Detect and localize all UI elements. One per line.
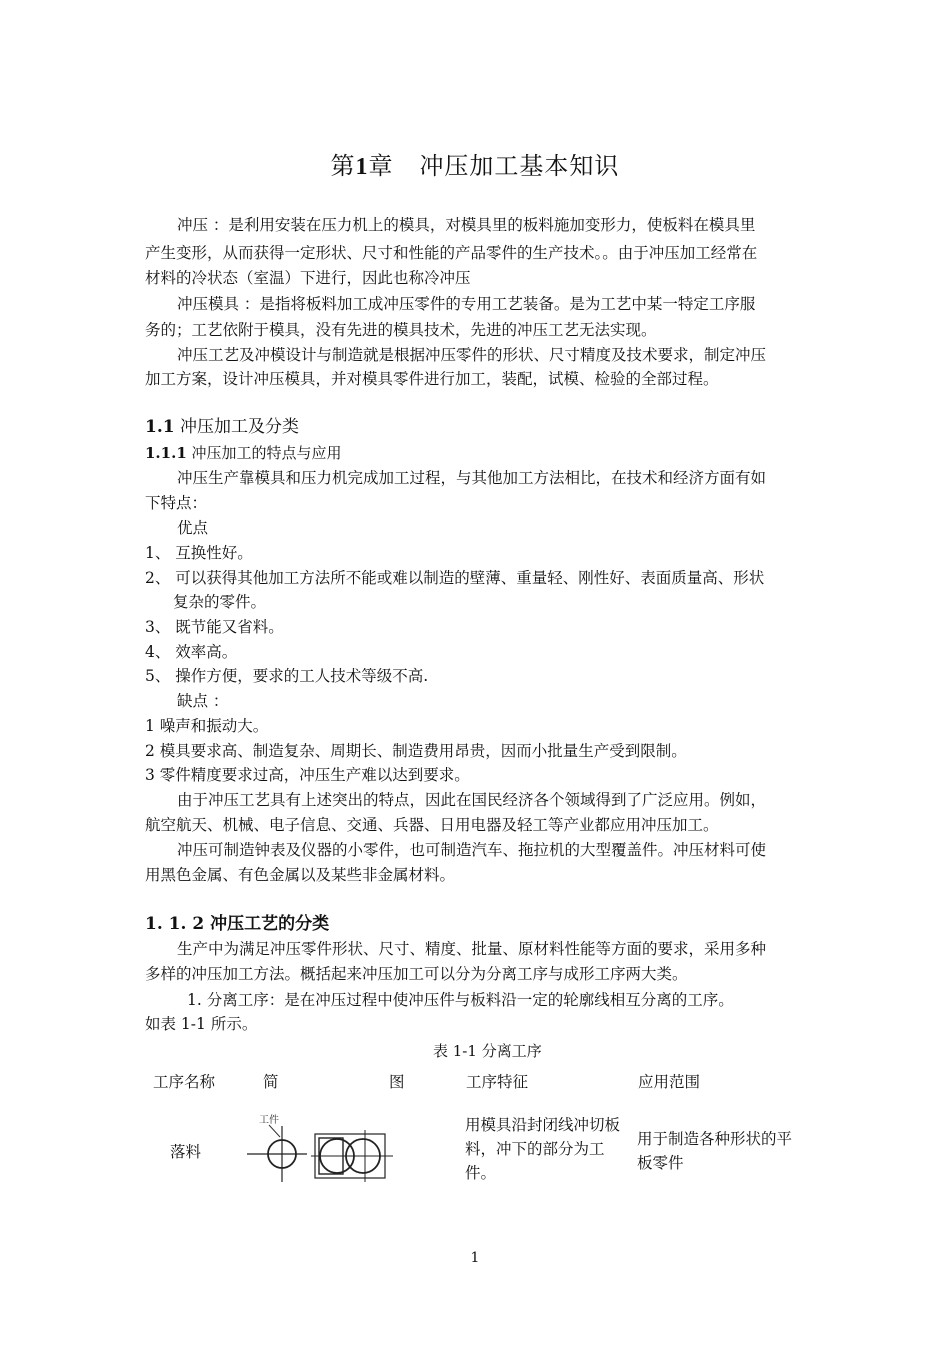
advantages-label: 优点 <box>177 519 209 537</box>
disadvantage-item-1: 1 噪声和振动大。 <box>145 717 269 735</box>
s112-p1-line2: 多样的冲压加工方法。概括起来冲压加工可以分为分离工序与成形工序两大类。 <box>145 965 688 983</box>
chapter-title <box>0 146 950 181</box>
disadvantage-item-3: 3 零件精度要求过高，冲压生产难以达到要求。 <box>145 766 470 784</box>
advantage-item-3: 3、 既节能又省料。 <box>145 618 284 636</box>
section-title: 冲压加工及分类 <box>179 417 299 437</box>
intro-p1-line1: 冲压 ：是利用安装在压力机上的模具，对模具里的板料施加变形力，使板料在模具里 <box>177 216 756 234</box>
subsection-title: 冲压工艺的分类 <box>210 914 330 934</box>
chapter-number: 1 <box>355 154 369 180</box>
section-number: 1.1 <box>145 417 175 437</box>
s111-p2-line2: 航空航天、机械、电子信息、交通、兵器、日用电器及轻工等产业都应用冲压加工。 <box>145 816 719 834</box>
s112-p1-line1: 生产中为满足冲压零件形状、尺寸、精度、批量、原材料性能等方面的要求，采用多种 <box>177 940 767 958</box>
table-caption: 表 1-1 分离工序 <box>433 1042 542 1060</box>
s111-p3-line2: 用黑色金属、有色金属以及某些非金属材料。 <box>145 866 456 884</box>
chapter-prefix: 第 <box>330 152 356 180</box>
diagram-leader-line <box>269 1125 280 1137</box>
s111-p2-line1: 由于冲压工艺具有上述突出的特点，因此在国民经济各个领域得到了广泛应用。例如， <box>177 791 767 809</box>
intro-p2-line2: 务的；工艺依附于模具，没有先进的模具技术，先进的冲压工艺无法实现。 <box>145 321 657 339</box>
section-1-1-2-heading <box>145 909 329 934</box>
row-application: 用于制造各种形状的平板零件 <box>637 1130 793 1172</box>
header-diagram-left: 简 <box>263 1073 279 1091</box>
subsection-title: 冲压加工的特点与应用 <box>191 444 342 462</box>
row-process-feature: 用模具沿封闭线冲切板料，冲下的部分为工件。 <box>465 1116 621 1182</box>
intro-p3-line2: 加工方案，设计冲压模具，并对模具零件进行加工，装配，试模、检验的全部过程。 <box>145 370 719 388</box>
intro-p1-line2: 产生变形，从而获得一定形状、尺寸和性能的产品零件的生产技术。。由于冲压加工经常在 <box>145 244 758 262</box>
intro-p1-line3: 材料的冷状态（室温）下进行，因此也称冷冲压 <box>145 269 471 287</box>
intro-p3-line1: 冲压工艺及冲模设计与制造就是根据冲压零件的形状、尺寸精度及技术要求，制定冲压 <box>177 346 767 364</box>
chapter-suffix: 章 <box>368 152 394 180</box>
header-application: 应用范围 <box>638 1073 701 1091</box>
section-1-1-heading <box>145 412 299 437</box>
advantage-item-4: 4、 效率高。 <box>145 643 238 661</box>
s112-item-1: 1. 分离工序：是在冲压过程中使冲压件与板料沿一定的轮廓线相互分离的工序。 <box>187 991 734 1009</box>
blanking-diagram <box>245 1110 395 1185</box>
advantage-item-5: 5、 操作方便，要求的工人技术等级不高. <box>145 667 429 685</box>
s112-item-1-cont: 如表 1-1 所示。 <box>145 1015 258 1033</box>
row-process-name: 落料 <box>170 1143 202 1161</box>
s111-p1-line2: 下特点： <box>145 494 208 512</box>
header-process-name: 工序名称 <box>153 1073 216 1091</box>
s111-p1-line1: 冲压生产靠模具和压力机完成加工过程，与其他加工方法相比，在技术和经济方面有如 <box>177 469 767 487</box>
disadvantage-item-2: 2 模具要求高、制造复杂、周期长、制造费用昂贵，因而小批量生产受到限制。 <box>145 742 687 760</box>
disadvantages-label: 缺点 ： <box>177 692 229 710</box>
subsection-number: 1. 1. 2 <box>145 914 205 934</box>
diagram-workpiece-label: 工件 <box>259 1115 279 1126</box>
chapter-title-text: 冲压加工基本知识 <box>419 152 620 180</box>
subsection-number: 1.1.1 <box>145 444 187 462</box>
advantage-item-2-line1: 2、 可以获得其他加工方法所不能或难以制造的壁薄、重量轻、刚性好、表面质量高、形状 <box>145 569 765 587</box>
page-number: 1 <box>470 1250 480 1266</box>
advantage-item-2-line2: 复杂的零件。 <box>173 593 267 611</box>
header-diagram-right: 图 <box>389 1073 405 1091</box>
s111-p3-line1: 冲压可制造钟表及仪器的小零件，也可制造汽车、拖拉机的大型覆盖件。冲压材料可使 <box>177 841 767 859</box>
intro-p2-line1: 冲压模具 ：是指将板料加工成冲压零件的专用工艺装备。是为工艺中某一特定工序服 <box>177 295 756 313</box>
section-1-1-1-heading <box>145 442 342 463</box>
header-process-feature: 工序特征 <box>466 1073 529 1091</box>
advantage-item-1: 1、 互换性好。 <box>145 544 253 562</box>
